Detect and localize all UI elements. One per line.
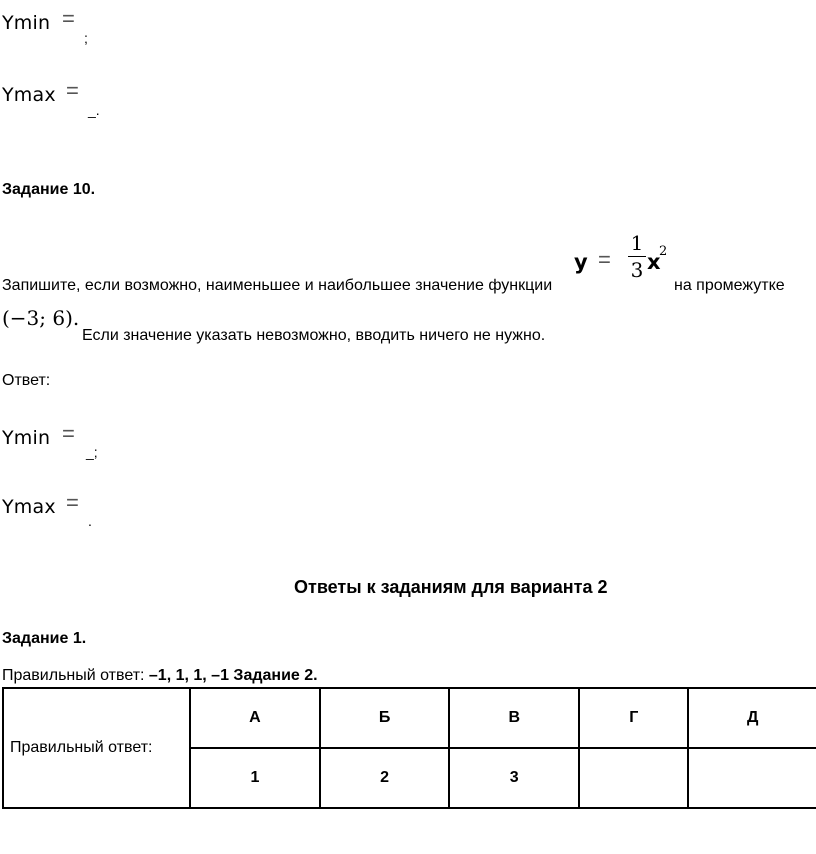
- task1-title: Задание 1.: [2, 630, 87, 647]
- task2-title: Задание 2.: [233, 667, 318, 684]
- formula-equals: =: [598, 247, 611, 272]
- task10-text-tail: на промежутке: [674, 277, 785, 294]
- table-cell-value: 1: [190, 748, 320, 808]
- interval: (−3; 6).: [2, 306, 80, 330]
- equals-sign: =: [66, 78, 79, 103]
- formula-denominator: 3: [630, 258, 644, 282]
- formula-fraction: [628, 232, 646, 281]
- task10-ymin-label: Ymin: [2, 427, 51, 449]
- table-cell-value: [579, 748, 688, 808]
- table-cell-letter: Г: [579, 688, 688, 748]
- formula-y: y: [574, 250, 588, 274]
- task1-answer-value: –1, 1, 1, –1: [148, 667, 229, 684]
- ymax-label: Ymax: [2, 84, 56, 106]
- answers-heading: Ответы к заданиям для варианта 2: [294, 577, 608, 597]
- task10-ymax-answer-blank: .: [88, 513, 92, 529]
- answer-label: Ответ:: [2, 372, 51, 389]
- table-cell-letter: А: [190, 688, 320, 748]
- table-cell-value: 3: [449, 748, 579, 808]
- ymin-answer-blank: ;: [84, 30, 88, 46]
- task10-ymax-label: Ymax: [2, 496, 56, 518]
- ymin-label: Ymin: [2, 12, 51, 34]
- ymax-answer-blank: _.: [88, 102, 100, 118]
- formula-x: x: [647, 250, 661, 274]
- table-row-header: Правильный ответ:: [3, 688, 190, 808]
- table-cell-letter: В: [449, 688, 579, 748]
- equals-sign: =: [62, 421, 75, 446]
- equals-sign: =: [62, 6, 75, 31]
- formula-numerator: 1: [630, 231, 644, 255]
- table-row: [3, 688, 816, 748]
- task10-title: Задание 10.: [2, 181, 96, 198]
- task10-ymin-answer-blank: _;: [86, 444, 98, 460]
- task10-text-line2: Если значение указать невозможно, вводить ничего не нужно.: [82, 327, 546, 344]
- correct-answer-label: Правильный ответ:: [2, 667, 149, 684]
- task10-text-line1: Запишите, если возможно, наименьшее и наибольшее значение функции: [2, 277, 553, 294]
- table-cell-value: [688, 748, 816, 808]
- task2-answer-table: [2, 687, 816, 809]
- equals-sign: =: [66, 490, 79, 515]
- table-cell-value: 2: [320, 748, 449, 808]
- fraction-bar: [628, 256, 646, 257]
- task1-answer-line: [2, 667, 318, 685]
- table-cell-letter: Д: [688, 688, 816, 748]
- formula-exponent: 2: [659, 244, 668, 259]
- table-cell-letter: Б: [320, 688, 449, 748]
